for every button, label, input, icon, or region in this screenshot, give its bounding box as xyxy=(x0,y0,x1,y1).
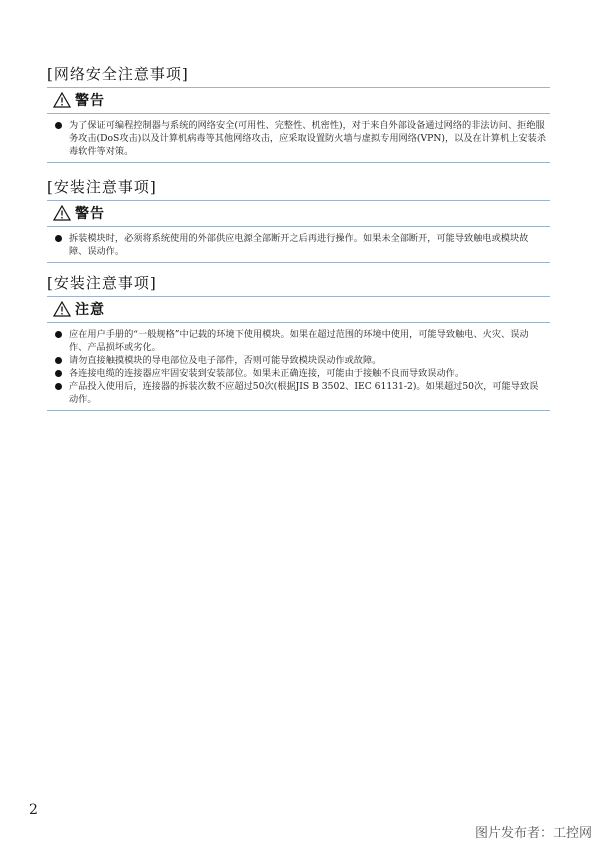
section-title: [安装注意事项] xyxy=(47,178,157,196)
section-network-security xyxy=(47,64,550,163)
section-installation-caution xyxy=(47,273,550,411)
list-item xyxy=(47,380,550,406)
caution-header xyxy=(47,297,550,323)
bullet-icon xyxy=(55,122,62,129)
list-item xyxy=(47,119,550,158)
bullet-icon xyxy=(55,331,62,338)
list-item xyxy=(47,367,550,380)
bullet-icon xyxy=(55,383,62,390)
item-text: 产品投入使用后，连接器的拆装次数不应超过50次(根据JIS B 3502、IEC 61131-2)。如果超过50次，可能导致误动作。 xyxy=(69,381,539,405)
item-list xyxy=(47,114,550,163)
list-item xyxy=(47,328,550,354)
list-item xyxy=(47,232,550,258)
bullet-icon xyxy=(55,357,62,364)
item-text: 为了保证可编程控制器与系统的网络安全(可用性、完整性、机密性)，对于来自外部设备通过网络的非法访问、拒绝服务攻击(DoS攻击)以及计算机病毒等其他网络攻击，应采取设置防火墙与虚拟专用网络(VPN)，以及在计算机上安装杀毒软件等对策。 xyxy=(69,120,547,157)
item-text: 请勿直接触摸模块的导电部位及电子部件，否则可能导致模块误动作或故障。 xyxy=(69,355,382,366)
caution-label: 注意 xyxy=(75,302,105,318)
warning-label: 警告 xyxy=(75,206,105,222)
warning-triangle-icon xyxy=(53,301,71,317)
warning-triangle-icon xyxy=(53,92,71,108)
bullet-icon xyxy=(55,235,62,242)
warning-label: 警告 xyxy=(75,93,105,109)
list-item xyxy=(47,354,550,367)
item-text: 应在用户手册的“一般规格”中记载的环境下使用模块。如果在超过范围的环境中使用，可能导致触电、火灾、误动作、产品损坏或劣化。 xyxy=(69,329,529,353)
item-list xyxy=(47,227,550,263)
bullet-icon xyxy=(55,370,62,377)
warning-triangle-icon xyxy=(53,205,71,221)
warning-header xyxy=(47,88,550,114)
section-title: [网络安全注意事项] xyxy=(47,65,189,83)
section-title: [安装注意事项] xyxy=(47,274,157,292)
warning-header xyxy=(47,201,550,227)
page-number: 2 xyxy=(29,802,38,818)
section-installation-warning xyxy=(47,177,550,263)
item-list xyxy=(47,323,550,411)
item-text: 拆装模块时，必须将系统使用的外部供应电源全部断开之后再进行操作。如果未全部断开，可能导致触电或模块故障、误动作。 xyxy=(69,233,529,257)
image-credit: 图片发布者：工控网 xyxy=(474,826,592,841)
item-text: 各连接电缆的连接器应牢固安装到安装部位。如果未正确连接，可能由于接触不良而导致误动作。 xyxy=(69,368,465,379)
